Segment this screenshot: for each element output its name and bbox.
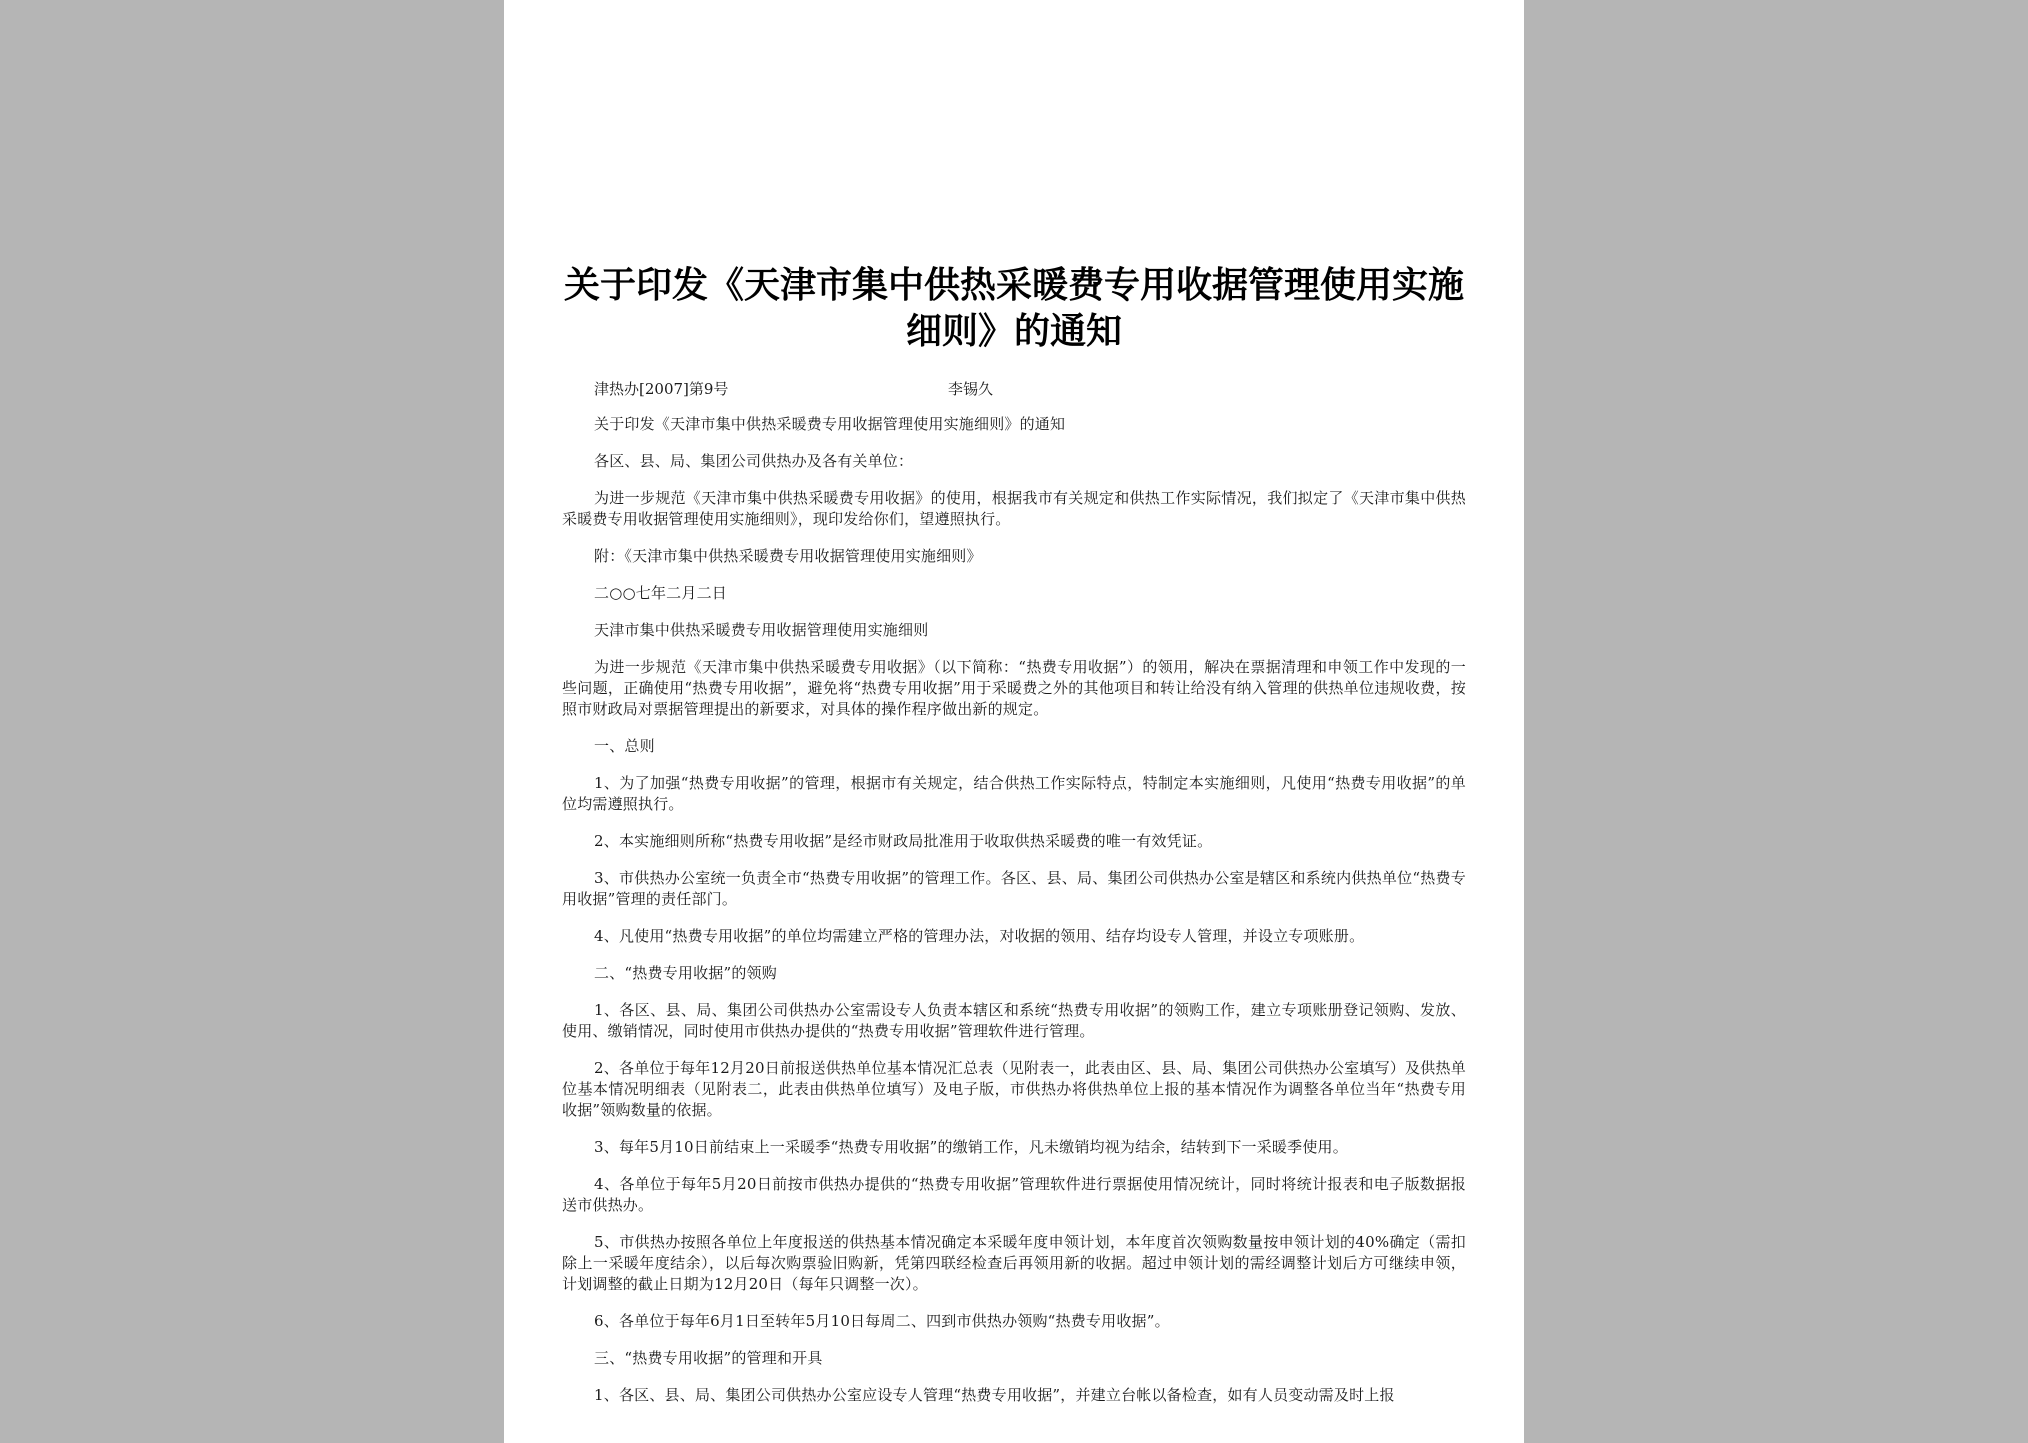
body-paragraph: 各区、县、局、集团公司供热办及各有关单位： <box>594 452 914 470</box>
body-paragraph: 5、市供热办按照各单位上年度报送的供热基本情况确定本采暖年度申领计划，本年度首次领购数量按申领计划的40%确定（需扣除上一采暖年度结余），以后每次购票验旧购新，凭第四联经检查后再领用新的收据。超过申领计划的需经调整计划后方可继续申领，计划调整的截止日期为12月20日（每年只调整一次）。 <box>562 1233 1466 1293</box>
body-paragraph: 3、市供热办公室统一负责全市“热费专用收据”的管理工作。各区、县、局、集团公司供热办公室是辖区和系统内供热单位“热费专用收据”管理的责任部门。 <box>562 869 1466 908</box>
section-heading: 一、总则 <box>594 737 655 755</box>
reference-number: 津热办[2007]第9号 <box>594 380 729 398</box>
author-name: 李锡久 <box>948 380 994 398</box>
body-paragraph: 天津市集中供热采暖费专用收据管理使用实施细则 <box>594 621 929 639</box>
section-heading: 三、“热费专用收据”的管理和开具 <box>594 1349 823 1367</box>
body-paragraph: 1、各区、县、局、集团公司供热办公室应设专人管理“热费专用收据”，并建立台帐以备检查，如有人员变动需及时上报 <box>594 1386 1395 1404</box>
body-paragraph: 为进一步规范《天津市集中供热采暖费专用收据》（以下简称：“热费专用收据”）的领用，解决在票据清理和申领工作中发现的一些问题，正确使用“热费专用收据”，避免将“热费专用收据”用于采暖费之外的其他项目和转让给没有纳入管理的供热单位违规收费，按照市财政局对票据管理提出的新要求，对具体的操作程序做出新的规定。 <box>562 658 1466 718</box>
body-paragraph: 4、各单位于每年5月20日前按市供热办提供的“热费专用收据”管理软件进行票据使用情况统计，同时将统计报表和电子版数据报送市供热办。 <box>562 1175 1466 1214</box>
document-title: 关于印发《天津市集中供热采暖费专用收据管理使用实施细则》的通知 <box>563 264 1464 352</box>
body-paragraph: 二○○七年二月二日 <box>594 584 727 602</box>
body-paragraph: 为进一步规范《天津市集中供热采暖费专用收据》的使用，根据我市有关规定和供热工作实际情况，我们拟定了《天津市集中供热采暖费专用收据管理使用实施细则》，现印发给你们，望遵照执行。 <box>562 489 1466 528</box>
body-paragraph: 6、各单位于每年6月1日至转年5月10日每周二、四到市供热办领购“热费专用收据”。 <box>594 1312 1170 1330</box>
body-paragraph: 2、各单位于每年12月20日前报送供热单位基本情况汇总表（见附表一，此表由区、县、局、集团公司供热办公室填写）及供热单位基本情况明细表（见附表二，此表由供热单位填写）及电子版，市供热办将供热单位上报的基本情况作为调整各单位当年“热费专用收据”领购数量的依据。 <box>562 1059 1466 1119</box>
body-paragraph: 1、为了加强“热费专用收据”的管理，根据市有关规定，结合供热工作实际特点，特制定本实施细则，凡使用“热费专用收据”的单位均需遵照执行。 <box>562 774 1466 813</box>
section-heading: 二、“热费专用收据”的领购 <box>594 964 777 982</box>
body-paragraph: 4、凡使用“热费专用收据”的单位均需建立严格的管理办法，对收据的领用、结存均设专人管理，并设立专项账册。 <box>594 927 1365 945</box>
reference-line <box>594 378 1466 400</box>
body-paragraph: 附：《天津市集中供热采暖费专用收据管理使用实施细则》 <box>594 547 982 565</box>
body-paragraph: 2、本实施细则所称“热费专用收据”是经市财政局批准用于收取供热采暖费的唯一有效凭证。 <box>594 832 1213 850</box>
document-page <box>504 0 1524 1443</box>
body-paragraph: 3、每年5月10日前结束上一采暖季“热费专用收据”的缴销工作，凡未缴销均视为结余，结转到下一采暖季使用。 <box>594 1138 1348 1156</box>
body-paragraph: 1、各区、县、局、集团公司供热办公室需设专人负责本辖区和系统“热费专用收据”的领购工作，建立专项账册登记领购、发放、使用、缴销情况，同时使用市供热办提供的“热费专用收据”管理软件进行管理。 <box>562 1001 1466 1040</box>
document-body <box>562 414 1466 1406</box>
body-paragraph: 关于印发《天津市集中供热采暖费专用收据管理使用实施细则》的通知 <box>594 415 1066 433</box>
